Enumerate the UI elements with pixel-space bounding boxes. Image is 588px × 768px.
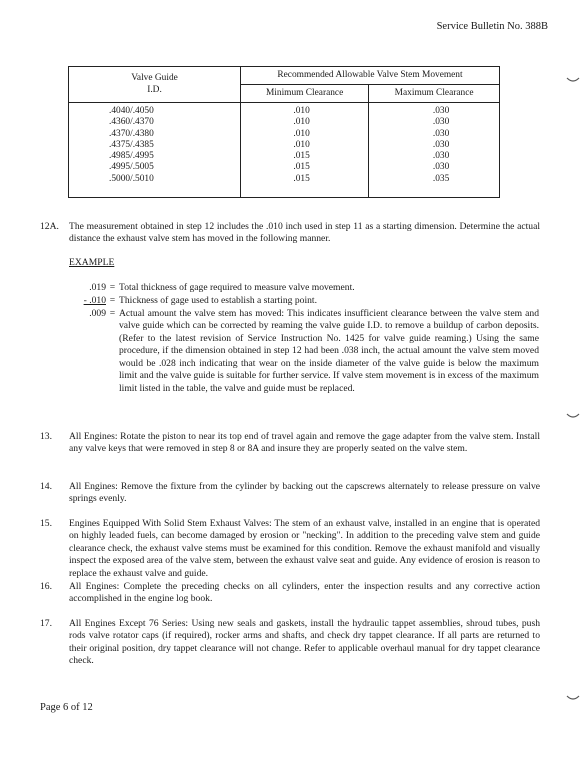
example-line: .019 = Total thickness of gage required to measure valve movement.: [69, 282, 539, 294]
step-15: [40, 518, 540, 580]
example-heading: EXAMPLE: [69, 257, 115, 268]
bulletin-number: Service Bulletin No. 388B: [436, 21, 548, 32]
step-text: The measurement obtained in step 12 includes the .010 inch used in step 11 as a starting dimension. Determine the actual distance the exhaust valve stem has moved in the following manner.: [69, 221, 540, 245]
step-text: All Engines: Rotate the piston to near its top end of travel again and remove the gage adapter from the valve stem. Install any valve keys that were removed in step 8 or 8A and insure they are properly seated on the valve stem.: [69, 431, 540, 455]
step-text: All Engines: Complete the preceding checks on all cylinders, enter the inspection results and any corrective action accomplished in the engine log book.: [69, 581, 540, 605]
example-value: .019: [89, 282, 106, 293]
example-value: - .010: [83, 295, 106, 306]
step-number: 14.: [40, 481, 52, 492]
table-body-row: [69, 103, 500, 198]
example-text: Actual amount the valve stem has moved: This indicates insufficient clearance between the valve stem and valve guide which can be corrected by reaming the valve guide I.D. to remove a buildup of carbon deposits. (Refer to the latest revision of Service Instruction No. 1425 for valve guide reaming.) Using the same procedure, if the dimension obtained in step 12 had been .038 inch, the actual amount the valve stem moved would be .028 inch indicating that wear on the inside diameter of the valve guide is below the maximum limit and the valve guide is suitable for further service. If valve stem movement is in excess of the maximum limit listed in the table, the valve and guide must be replaced.: [119, 308, 539, 394]
clearance-table: [68, 66, 500, 198]
valve-guide-header: Valve Guide I.D.: [69, 67, 241, 103]
page-number: Page 6 of 12: [40, 702, 93, 713]
max-clearance-column: .030 .030 .030 .030 .030 .030 .035: [369, 103, 500, 198]
step-number: 16.: [40, 581, 52, 592]
step-14: [40, 481, 540, 506]
step-12a: [40, 221, 540, 246]
example-line: .009 = Actual amount the valve stem has moved: This indicates insufficient clearance between the valve stem and valve guide which can be corrected by reaming the valve guide I.D. to remove a buildup of carbon deposits. (Refer to the latest revision of Service Instruction No. 1425 for valve guide reaming.) Using the same procedure, if the dimension obtained in step 12 had been .038 inch, the actual amount the valve stem moved would be .028 inch indicating that wear on the inside diameter of the valve guide is below the maximum limit and the valve guide is suitable for further service. If valve stem movement is in excess of the maximum limit listed in the table, the valve and guide must be replaced.: [69, 308, 539, 395]
step-text: Engines Equipped With Solid Stem Exhaust Valves: The stem of an exhaust valve, installed in an engine that is operated on highly leaded fuels, can become damaged by erosion or "necking". In addition to the preceding valve stem and guide clearance check, the exhaust valve stems must be examined for this condition. Remove the exhaust manifold and visually inspect the exposed area of the valve stem, between the exhaust valve seat and guide. Any evidence of erosion is reason to replace the exhaust valve and guide.: [69, 518, 540, 579]
step-16: [40, 581, 540, 606]
step-17: [40, 618, 540, 668]
example-text: Total thickness of gage required to measure valve movement.: [119, 282, 355, 293]
step-number: 13.: [40, 431, 52, 442]
min-clearance-column: .010 .010 .010 .010 .015 .015 .015: [241, 103, 369, 198]
example-line: - .010 = Thickness of gage used to establish a starting point.: [69, 295, 539, 307]
max-clearance-header: Maximum Clearance: [369, 85, 500, 103]
guide-id-column: .4040/.4050 .4360/.4370 .4370/.4380 .4375/.4385 .4985/.4995 .4995/.5005 .5000/.5010: [69, 103, 241, 198]
example-value: .009: [89, 308, 106, 319]
punch-hole-mark: [566, 412, 580, 420]
step-number: 17.: [40, 618, 52, 629]
stem-movement-header: Recommended Allowable Valve Stem Movement: [241, 67, 500, 85]
step-text: All Engines Except 76 Series: Using new seals and gaskets, install the hydraulic tappet assemblies, shroud tubes, push rods valve rotator caps (if required), rocker arms and shafts, and check dry tappet clearance. If all parts are returned to their original position, dry tappet clearance will not change. Refer to applicable overhaul manual for dry tappet clearance check.: [69, 618, 540, 667]
step-number: 15.: [40, 518, 52, 529]
step-13: [40, 431, 540, 456]
min-clearance-header: Minimum Clearance: [241, 85, 369, 103]
step-number: 12A.: [40, 221, 59, 232]
example-text: Thickness of gage used to establish a starting point.: [119, 295, 317, 306]
punch-hole-mark: [566, 694, 580, 702]
step-text: All Engines: Remove the fixture from the cylinder by backing out the capscrews alternately to release pressure on valve springs evenly.: [69, 481, 540, 505]
punch-hole-mark: [566, 76, 580, 84]
